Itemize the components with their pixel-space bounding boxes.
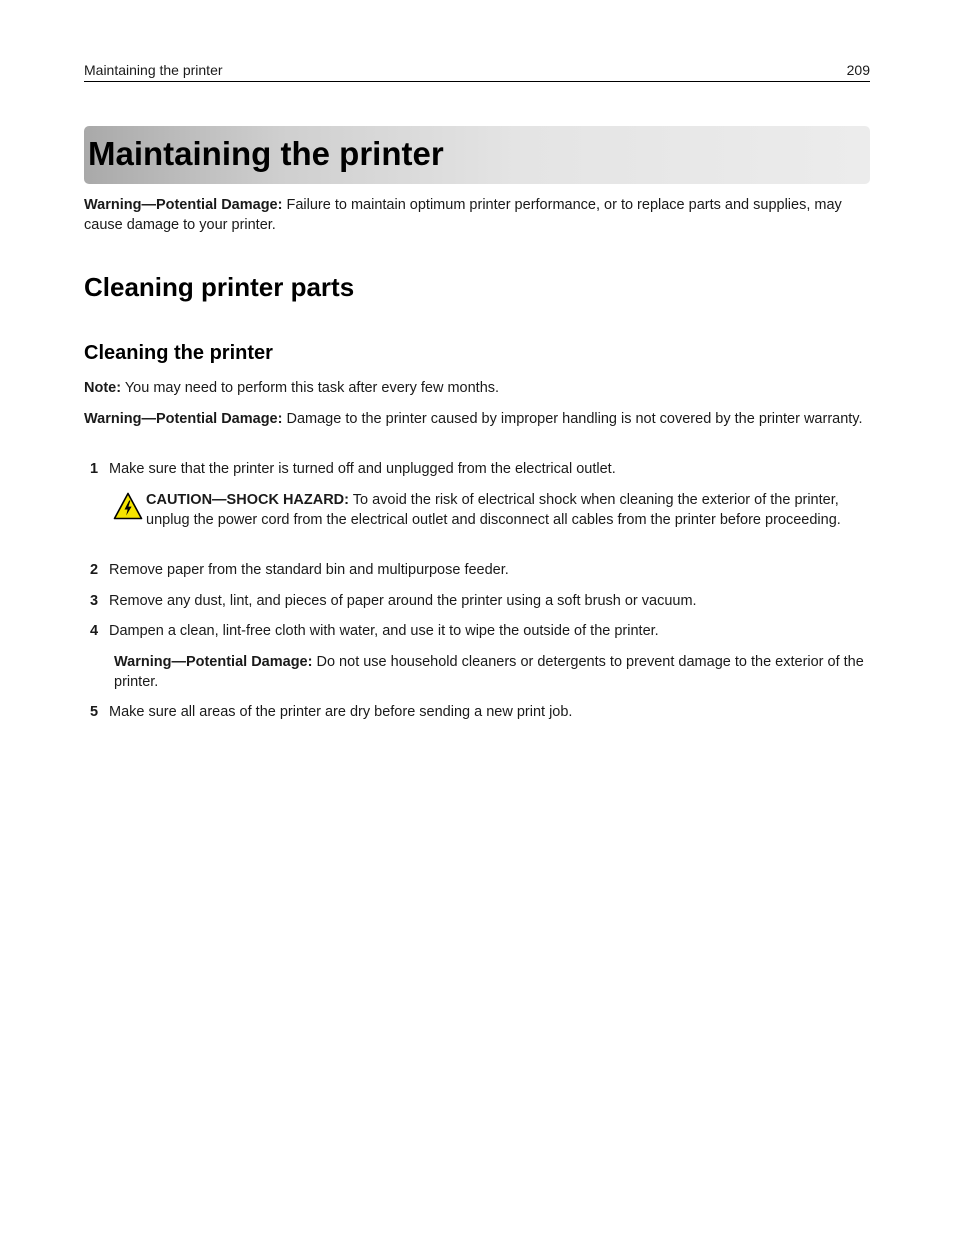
step-text: Dampen a clean, lint-free cloth with water, and use it to wipe the outside of the printer. [109, 623, 659, 639]
step-number: 4 [90, 623, 99, 639]
note-label: Note: [84, 380, 122, 396]
subsection-title: Cleaning the printer [84, 342, 273, 364]
page-number: 209 [846, 62, 870, 78]
step-4-warning-text: Do not use household cleaners or detergents to prevent damage to the exterior of the printer. [114, 654, 864, 690]
note-text: You may need to perform this task after every few months. [121, 380, 500, 396]
running-header [84, 61, 870, 82]
caution-label: CAUTION—SHOCK HAZARD: [146, 492, 349, 508]
chapter-title: Maintaining the printer [88, 135, 444, 172]
intro-warning [84, 195, 870, 235]
caution-body: To avoid the risk of electrical shock when cleaning the exterior of the printer, unplug the power cord from the electrical outlet and disconnect all cables from the printer before proceeding. [146, 492, 841, 528]
chapter-title-band [84, 126, 870, 184]
step-text: Make sure that the printer is turned off and unplugged from the electrical outlet. [109, 461, 616, 477]
warning-damage-label: Warning—Potential Damage: [84, 411, 283, 427]
header-title: Maintaining the printer [84, 62, 223, 78]
step-text: Remove any dust, lint, and pieces of paper around the printer using a soft brush or vacuum. [109, 593, 697, 609]
step-number: 2 [90, 562, 99, 578]
step-4-warning [114, 652, 870, 692]
shock-hazard-icon [113, 492, 143, 520]
note [84, 378, 870, 398]
warning-damage-text: Damage to the printer caused by improper handling is not covered by the printer warranty. [282, 411, 863, 427]
step-4-warning-label: Warning—Potential Damage: [114, 654, 313, 670]
section-title: Cleaning printer parts [84, 272, 355, 302]
warning-damage [84, 409, 870, 429]
step-number: 5 [90, 704, 99, 720]
step-text: Remove paper from the standard bin and multipurpose feeder. [109, 562, 509, 578]
step-text: Make sure all areas of the printer are dry before sending a new print job. [109, 704, 573, 720]
intro-warning-label: Warning—Potential Damage: [84, 197, 283, 213]
step-number: 3 [90, 593, 99, 609]
caution-text [146, 490, 870, 530]
step-number: 1 [90, 461, 99, 477]
intro-warning-text: Failure to maintain optimum printer performance, or to replace parts and supplies, may cause damage to your printer. [84, 197, 842, 233]
